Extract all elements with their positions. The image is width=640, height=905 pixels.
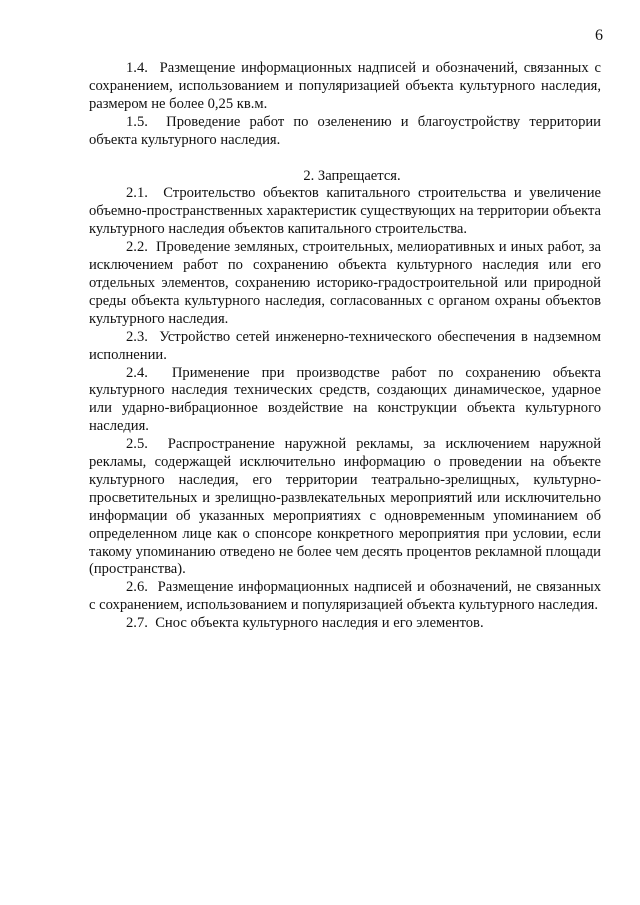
section-heading: 2. Запрещается. bbox=[303, 167, 401, 184]
clause-1-5 bbox=[89, 114, 601, 150]
clause-2-4 bbox=[89, 365, 601, 437]
clause-number: 2.4. bbox=[126, 364, 148, 381]
clause-2-5 bbox=[89, 436, 601, 579]
clause-1-4 bbox=[89, 60, 601, 114]
clause-number: 2.2. bbox=[126, 239, 148, 256]
clause-text: Устройство сетей инженерно-технического обеспечения в надземном исполнении. bbox=[89, 328, 601, 363]
clause-2-6 bbox=[89, 579, 601, 615]
clause-text: Строительство объектов капитального строительства и увеличение объемно-пространственных характеристик существующих на территории объекта культурного наследия объектов капитального строительства. bbox=[89, 185, 601, 238]
clause-2-7 bbox=[89, 615, 601, 633]
clause-2-3 bbox=[89, 329, 601, 365]
clause-number: 2.1. bbox=[126, 185, 148, 202]
clause-number: 2.6. bbox=[126, 579, 148, 596]
page-number: 6 bbox=[595, 27, 603, 44]
clause-number: 1.4. bbox=[126, 60, 148, 76]
clause-text: Размещение информационных надписей и обозначений, не связанных с сохранением, использованием и популяризацией объекта культурного наследия. bbox=[89, 579, 601, 614]
clause-number: 1.5. bbox=[126, 113, 148, 130]
clause-text: Распространение наружной рекламы, за исключением наружной рекламы, содержащей исключительно информацию о проведении на объекте культурного наследия, его территории театрально-зрелищных, культурно-просветительных и зрелищно-развлекательных мероприятий или исключительно информации об указанных мероприятиях с одновременным упоминанием об определенном лице как о спонсоре конкретного мероприятия при условии, если такому упоминанию отведено не более чем десять процентов рекламной площади (пространства). bbox=[89, 436, 602, 578]
document-body bbox=[89, 60, 601, 633]
clause-text: Применение при производстве работ по сохранению объекта культурного наследия технических средств, создающих динамическое, ударное или ударно-вибрационное воздействие на конструкции объекта культурного наследия. bbox=[89, 364, 602, 435]
clause-text: Размещение информационных надписей и обозначений, связанных с сохранением, использованием и популяризацией объекта культурного наследия, размером не более 0,25 кв.м. bbox=[89, 60, 601, 112]
clause-text: Проведение работ по озеленению и благоустройству территории объекта культурного наследия. bbox=[89, 113, 601, 148]
clause-number: 2.7. bbox=[126, 615, 148, 632]
clause-number: 2.5. bbox=[126, 436, 148, 453]
clause-text: Проведение земляных, строительных, мелиоративных и иных работ, за исключением работ по сохранению объекта культурного наследия или его отдельных элементов, сохранению историко-градостроительной или природной среды объекта культурного наследия, согласованных с органом охраны объектов культурного наследия. bbox=[89, 239, 601, 327]
clause-2-1 bbox=[89, 185, 601, 239]
clause-number: 2.3. bbox=[126, 328, 148, 345]
clause-2-2 bbox=[89, 239, 601, 329]
clause-text: Снос объекта культурного наследия и его элементов. bbox=[155, 615, 484, 632]
